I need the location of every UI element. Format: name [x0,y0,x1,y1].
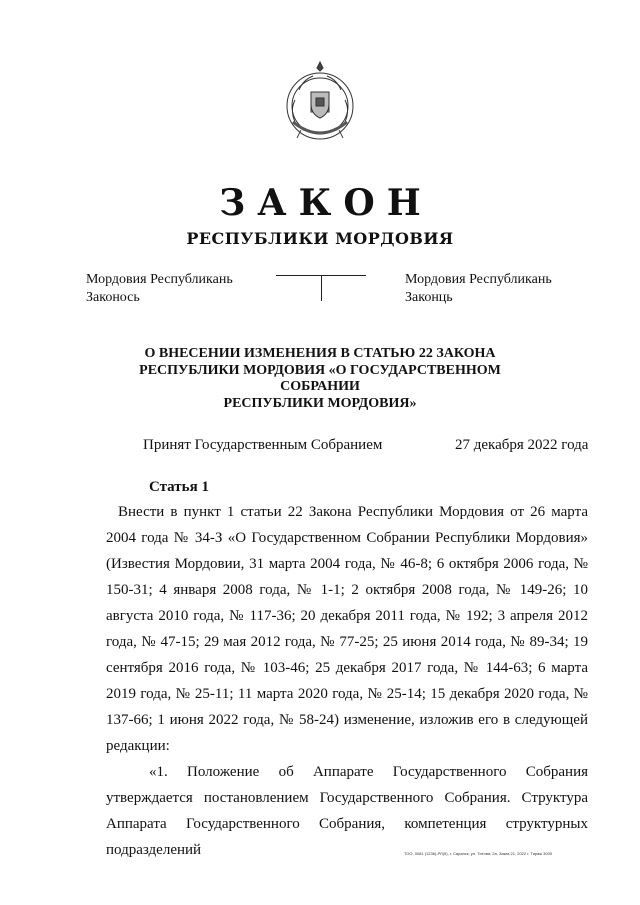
article-body [106,499,588,863]
left-header-line: Законось [86,290,140,305]
adopted-by: Принят Государственным Собранием [143,437,383,453]
law-title: ЗАКОН [219,182,433,224]
heading-line: РЕСПУБЛИКИ МОРДОВИЯ» [223,395,417,411]
right-header-line: Законць [405,290,453,305]
article-paragraph: «1. Положение об Аппарате Государственного Собрания утверждается постановлением Государственного Собрания. Структура Аппарата Государственного Собрания, компетенция структурных подразделений [106,764,588,858]
article-title: Статья 1 [149,479,209,495]
law-subtitle: РЕСПУБЛИКИ МОРДОВИЯ [186,229,454,248]
number-line-tick [321,275,322,301]
right-header-line: Мордовия Республикань [405,272,552,287]
right-header [405,271,552,307]
heading-line: О ВНЕСЕНИИ ИЗМЕНЕНИЯ В СТАТЬЮ 22 ЗАКОНА [144,346,496,361]
adopted-date: 27 декабря 2022 года [455,437,589,453]
article-paragraph: Внести в пункт 1 статьи 22 Закона Республики Мордовия от 26 марта 2004 года № 34-З «О Государственном Собрании Республики Мордовия» (Известия Мордовии, 31 марта 2004 года, № 46-8; 6 октября 2006 года, № 150-31; 4 января 2008 года, № 1-1; 2 октября 2008 года, № 149-26; 10 августа 2010 года, № 117-36; 20 декабря 2011 года, № 192; 3 апреля 2012 года, № 47-15; 29 мая 2012 года, № 77-25; 25 июня 2014 года, № 89-34; 19 сентября 2016 года, № 103-46; 25 декабря 2017 года, № 144-63; 6 марта 2019 года, № 25-11; 11 марта 2020 года, № 25-14; 15 декабря 2020 года, № 137-66; 1 июня 2022 года, № 58-24) изменение, изложив его в следующей редакции: [106,504,588,754]
law-heading [100,346,540,412]
left-header-line: Мордовия Республикань [86,272,233,287]
heading-line: РЕСПУБЛИКИ МОРДОВИЯ «О ГОСУДАРСТВЕННОМ СОБРАНИИ [139,362,501,394]
coat-of-arms-emblem [281,60,359,146]
print-footer: ТОО, 0081 (1236)-РЛ(5), г. Саранск, ул. Титова, 2а, Заказ 21, 2022 г. Тираж 3000 [404,851,553,856]
left-header [86,271,233,307]
